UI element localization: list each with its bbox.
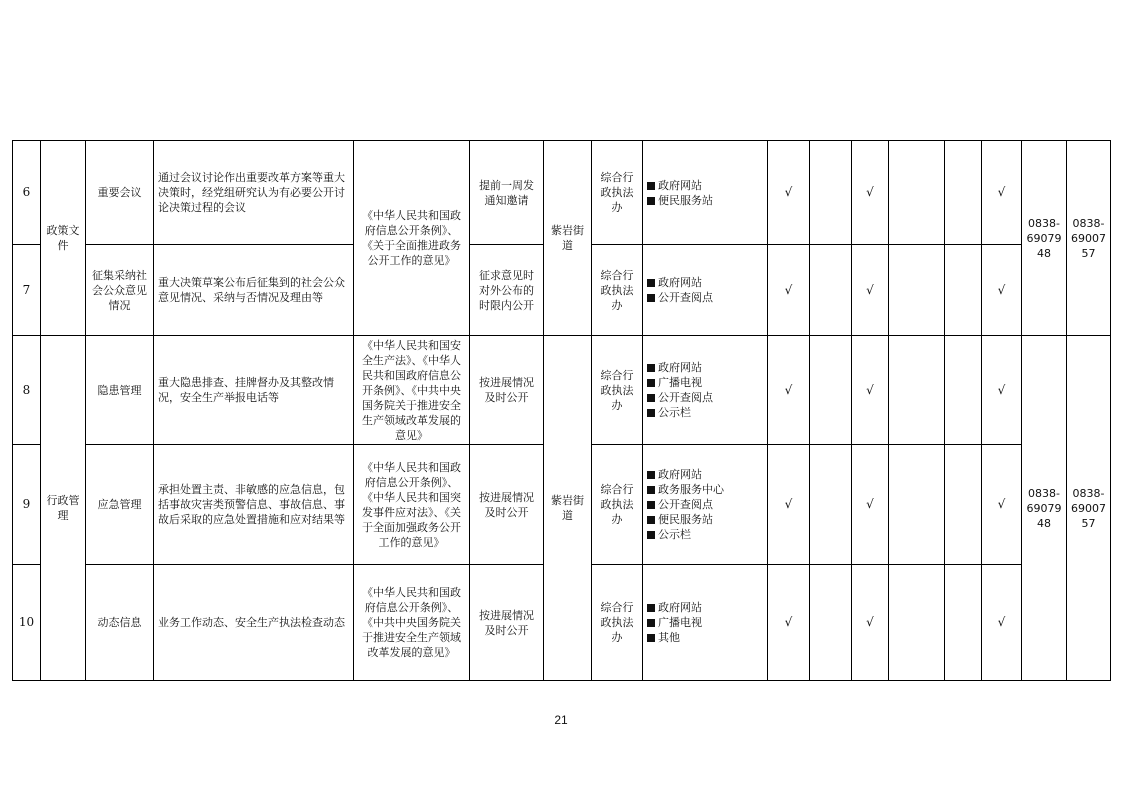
square-bullet-icon xyxy=(647,364,655,372)
agency-cell: 综合行政执法办 xyxy=(592,565,643,681)
empty-cell xyxy=(945,141,982,245)
channels-cell xyxy=(643,336,768,445)
square-bullet-icon xyxy=(647,486,655,494)
square-bullet-icon xyxy=(647,197,655,205)
phone-cell: 0838-6907948 xyxy=(1022,141,1067,336)
empty-cell xyxy=(945,565,982,681)
item-name: 重要会议 xyxy=(86,141,154,245)
channel-item: 公示栏 xyxy=(647,527,763,542)
empty-cell xyxy=(810,141,852,245)
item-content: 重大隐患排查、挂牌督办及其整改情况，安全生产举报电话等 xyxy=(154,336,354,445)
basis-cell: 《中华人民共和国安全生产法》、《中华人民共和国政府信息公开条例》、《中共中央国务院关于推进安全生产领域改革发展的意见》 xyxy=(354,336,470,445)
empty-cell xyxy=(810,245,852,336)
square-bullet-icon xyxy=(647,294,655,302)
square-bullet-icon xyxy=(647,182,655,190)
check-mark: √ xyxy=(852,245,889,336)
channel-item: 政府网站 xyxy=(647,467,763,482)
channels-cell xyxy=(643,565,768,681)
table-row xyxy=(13,141,1111,245)
channels-cell xyxy=(643,141,768,245)
basis-cell: 《中华人民共和国政府信息公开条例》、《关于全面推进政务公开工作的意见》 xyxy=(354,141,470,336)
empty-cell xyxy=(889,445,945,565)
check-mark: √ xyxy=(768,445,810,565)
empty-cell xyxy=(810,565,852,681)
empty-cell xyxy=(945,336,982,445)
timing-cell: 按进展情况及时公开 xyxy=(470,336,544,445)
channel-item: 便民服务站 xyxy=(647,193,763,208)
empty-cell xyxy=(945,445,982,565)
empty-cell xyxy=(945,245,982,336)
timing-cell: 提前一周发通知邀请 xyxy=(470,141,544,245)
check-mark: √ xyxy=(768,141,810,245)
row-number: 9 xyxy=(13,445,41,565)
square-bullet-icon xyxy=(647,394,655,402)
channel-item: 公开查阅点 xyxy=(647,390,763,405)
square-bullet-icon xyxy=(647,619,655,627)
subject-cell: 紫岩街道 xyxy=(544,141,592,336)
category-cell: 行政管理 xyxy=(41,336,86,681)
item-name: 隐患管理 xyxy=(86,336,154,445)
channel-item: 广播电视 xyxy=(647,375,763,390)
empty-cell xyxy=(810,445,852,565)
timing-cell: 按进展情况及时公开 xyxy=(470,565,544,681)
subject-cell: 紫岩街道 xyxy=(544,336,592,681)
item-content: 业务工作动态、安全生产执法检查动态 xyxy=(154,565,354,681)
channel-item: 便民服务站 xyxy=(647,512,763,527)
square-bullet-icon xyxy=(647,279,655,287)
timing-cell: 征求意见时对外公布的时限内公开 xyxy=(470,245,544,336)
channel-item: 公开查阅点 xyxy=(647,497,763,512)
square-bullet-icon xyxy=(647,516,655,524)
check-mark: √ xyxy=(768,565,810,681)
channel-item: 广播电视 xyxy=(647,615,763,630)
row-number: 7 xyxy=(13,245,41,336)
item-content: 重大决策草案公布后征集到的社会公众意见情况、采纳与否情况及理由等 xyxy=(154,245,354,336)
table-row xyxy=(13,336,1111,445)
disclosure-table xyxy=(12,140,1111,681)
page-number: 21 xyxy=(554,713,568,727)
channel-item: 政府网站 xyxy=(647,360,763,375)
agency-cell: 综合行政执法办 xyxy=(592,445,643,565)
row-number: 8 xyxy=(13,336,41,445)
agency-cell: 综合行政执法办 xyxy=(592,336,643,445)
check-mark: √ xyxy=(982,445,1022,565)
check-mark: √ xyxy=(852,565,889,681)
item-name: 应急管理 xyxy=(86,445,154,565)
check-mark: √ xyxy=(768,336,810,445)
channels-cell xyxy=(643,245,768,336)
channel-item: 政府网站 xyxy=(647,178,763,193)
channel-item: 公开查阅点 xyxy=(647,290,763,305)
empty-cell xyxy=(889,245,945,336)
channels-cell xyxy=(643,445,768,565)
channel-item: 政务服务中心 xyxy=(647,482,763,497)
check-mark: √ xyxy=(982,565,1022,681)
channel-item: 政府网站 xyxy=(647,275,763,290)
row-number: 6 xyxy=(13,141,41,245)
agency-cell: 综合行政执法办 xyxy=(592,245,643,336)
phone-cell: 0838-6900757 xyxy=(1067,141,1111,336)
item-content: 承担处置主责、非敏感的应急信息，包括事故灾害类预警信息、事故信息、事故后采取的应急处置措施和应对结果等 xyxy=(154,445,354,565)
basis-cell: 《中华人民共和国政府信息公开条例》、《中共中央国务院关于推进安全生产领域改革发展的意见》 xyxy=(354,565,470,681)
square-bullet-icon xyxy=(647,409,655,417)
basis-cell: 《中华人民共和国政府信息公开条例》、《中华人民共和国突发事件应对法》、《关于全面加强政务公开工作的意见》 xyxy=(354,445,470,565)
square-bullet-icon xyxy=(647,379,655,387)
empty-cell xyxy=(889,141,945,245)
timing-cell: 按进展情况及时公开 xyxy=(470,445,544,565)
item-content: 通过会议讨论作出重要改革方案等重大决策时，经党组研究认为有必要公开讨论决策过程的会议 xyxy=(154,141,354,245)
category-cell: 政策文件 xyxy=(41,141,86,336)
empty-cell xyxy=(889,565,945,681)
square-bullet-icon xyxy=(647,604,655,612)
agency-cell: 综合行政执法办 xyxy=(592,141,643,245)
phone-cell: 0838-6900757 xyxy=(1067,336,1111,681)
square-bullet-icon xyxy=(647,471,655,479)
square-bullet-icon xyxy=(647,531,655,539)
square-bullet-icon xyxy=(647,501,655,509)
check-mark: √ xyxy=(852,336,889,445)
phone-cell: 0838-6907948 xyxy=(1022,336,1067,681)
check-mark: √ xyxy=(852,141,889,245)
check-mark: √ xyxy=(982,245,1022,336)
check-mark: √ xyxy=(982,336,1022,445)
channel-item: 其他 xyxy=(647,630,763,645)
check-mark: √ xyxy=(982,141,1022,245)
channel-item: 公示栏 xyxy=(647,405,763,420)
item-name: 征集采纳社会公众意见情况 xyxy=(86,245,154,336)
empty-cell xyxy=(889,336,945,445)
row-number: 10 xyxy=(13,565,41,681)
check-mark: √ xyxy=(852,445,889,565)
square-bullet-icon xyxy=(647,634,655,642)
empty-cell xyxy=(810,336,852,445)
item-name: 动态信息 xyxy=(86,565,154,681)
channel-item: 政府网站 xyxy=(647,600,763,615)
check-mark: √ xyxy=(768,245,810,336)
